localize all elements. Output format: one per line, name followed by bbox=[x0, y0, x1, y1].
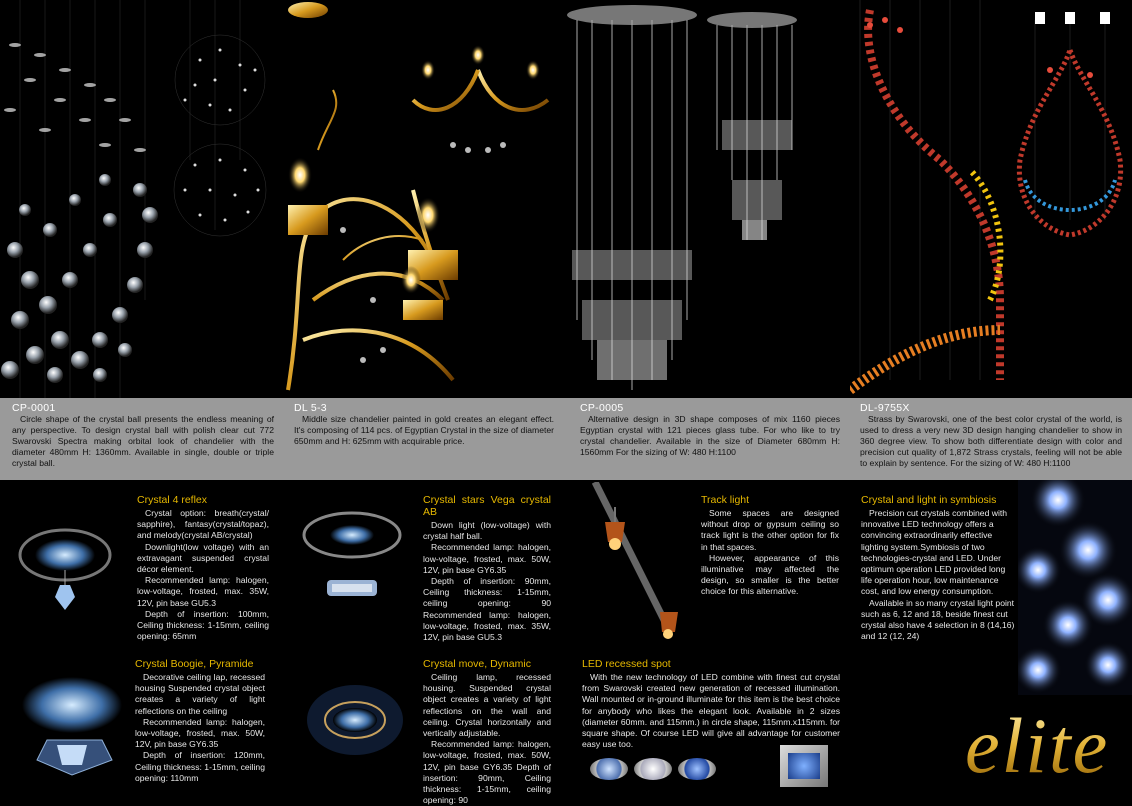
logo-text: elite bbox=[965, 702, 1110, 789]
caption-cp-0001 bbox=[12, 402, 274, 469]
caption-cp-0005 bbox=[580, 402, 840, 458]
photo-dl-5-3 bbox=[283, 0, 567, 398]
product-code: DL-9755X bbox=[860, 402, 910, 414]
product-text: Available in so many crystal light point such as 6, 12 and 18, beside finest cut crystal also have 4 selection in 8 (14,16) and 12 (12, 24) bbox=[861, 597, 1015, 642]
thumb-led-round bbox=[590, 758, 720, 782]
product-title: Crystal Boogie, Pyramide bbox=[135, 658, 254, 670]
photo-cp-0001 bbox=[0, 0, 283, 398]
product-crystal-4-reflex bbox=[137, 494, 269, 642]
product-text: Recommended lamp: halogen, low-voltage, frosted, max. 50W, 12V, pin base GY6.35 bbox=[423, 542, 551, 575]
product-symbiosis bbox=[861, 494, 1017, 642]
product-text: Down light (low-voltage) with crystal half ball. bbox=[423, 520, 551, 542]
led-round-spot-3 bbox=[678, 758, 716, 780]
product-text: Recommended lamp: halogen, low-voltage, frosted, max. 50W, 12V, pin base GY6.35 Depth of insertion: 90mm, Ceiling thickness: 1-15mm, ceiling opening: 90 bbox=[423, 739, 551, 806]
product-text: With the new technology of LED combine with finest cut crystal from Swarovski created new generation of recessed illumination. Wall mounted or in-ground illuminate for this item is the best choice for anybody who likes the elegant look. Available in 2 sizes (diameter 60mm. and 115mm.) in circle shape, 115mm.x115mm. for square shape. Of course LED will give all advantage for customer easy use too. bbox=[582, 672, 840, 750]
product-text: Ceiling lamp, recessed housing. Suspended crystal object creates a variety of light reflections on the wall and ceiling. Crystal horizontally and vertically adjustable. bbox=[423, 672, 551, 739]
photo-dl-9755x bbox=[850, 0, 1132, 398]
product-text: Crystal option: breath(crystal/ sapphire), fantasy(crystal/topaz), and melody(crystal AB/crystal) bbox=[137, 508, 269, 541]
product-crystal-stars-vega bbox=[423, 494, 551, 643]
thumb-crystal-move bbox=[300, 675, 410, 770]
elite-logo bbox=[960, 700, 1130, 790]
led-round-spot-2 bbox=[634, 758, 672, 780]
product-code: CP-0001 bbox=[12, 402, 56, 414]
product-title: Crystal and light in symbiosis bbox=[861, 494, 997, 506]
product-text: Decorative ceiling lap, recessed housing Suspended crystal object creates a variety of light reflections on the ceiling bbox=[135, 672, 265, 716]
caption-dl-9755x bbox=[860, 402, 1122, 469]
product-text: However, appearance of this illuminative may affected the design, so smaller is the better choice for this alternative. bbox=[701, 552, 839, 597]
thumb-crystal-boogie bbox=[12, 670, 130, 785]
product-text: Depth of insertion: 100mm, Ceiling thickness: 1-15mm, ceiling opening: 65mm bbox=[137, 608, 269, 642]
product-title: LED recessed spot bbox=[582, 658, 671, 670]
product-title: Crystal stars Vega crystal AB bbox=[423, 494, 551, 518]
product-led-recessed-spot bbox=[582, 658, 840, 750]
product-description: Middle size chandelier painted in gold creates an elegant effect. It's composing of 114 pcs. of Egyptian Crystal in the size of diameter 650mm and H: 625mm with acquirable price. bbox=[294, 414, 554, 446]
led-round-spot-1 bbox=[590, 758, 628, 780]
photo-cp-0005 bbox=[567, 0, 850, 398]
product-text: Downlight(low voltage) with an extravagant suspended crystal décor element. bbox=[137, 541, 269, 575]
product-text: Precision cut crystals combined with innovative LED technology offers a convincing extraordinarily effective lighting system.Symbiosis of two technologies-crystal and LED. Under optimum operation LED provided long life operation hour, low maintenance cost, and low energy consumption. bbox=[861, 508, 1008, 597]
thumb-crystal-4-reflex bbox=[15, 515, 125, 615]
thumb-led-square bbox=[780, 745, 828, 787]
product-title: Track light bbox=[701, 494, 750, 506]
thumb-symbiosis bbox=[1018, 480, 1132, 695]
product-text: Depth of insertion: 120mm, Ceiling thickness: 1-15mm, ceiling opening: 110mm bbox=[135, 750, 265, 783]
product-text: Depth of insertion: 90mm, Ceiling thickness: 1-15mm, ceiling opening: 90 Recommended lamp: halogen, low-voltage, frosted, max. 35W, 12V, pin base GU5.3 bbox=[423, 576, 551, 643]
thumb-crystal-stars-vega bbox=[292, 505, 407, 615]
caption-dl-5-3 bbox=[294, 402, 554, 447]
product-crystal-boogie bbox=[135, 658, 265, 784]
product-text: Recommended lamp: halogen, low-voltage, frosted, max. 50W, 12V, pin base GY6.35 bbox=[135, 716, 265, 750]
product-text: Some spaces are designed without drop or gypsum ceiling so track light is the other option for fix in that spaces. bbox=[701, 508, 839, 552]
product-description: Alternative design in 3D shape composes of mix 1160 pieces Egyptian crystal with 121 pieces glass tube. For who like to try crystal chandelier. Available in the size of Diameter 680mm H: 1560mm For the sizing of W: 480 H:1100 bbox=[580, 414, 840, 457]
product-text: Recommended lamp: halogen, low-voltage, frosted, max. 35W, 12V, pin base GU5.3 bbox=[137, 575, 269, 608]
product-code: DL 5-3 bbox=[294, 402, 327, 414]
product-description: Circle shape of the crystal ball presents the endless meaning of any perspective. To design crystal ball with polish clear cut 772 Swarovski Spectra making orbital look of chandelier with the diameter 480mm H: 1360mm. Available in single, double or triple crystal ball. bbox=[12, 414, 274, 468]
product-title: Crystal move, Dynamic bbox=[423, 658, 531, 670]
thumb-track-light bbox=[590, 482, 700, 652]
product-title: Crystal 4 reflex bbox=[137, 494, 208, 506]
product-description: Strass by Swarovski, one of the best color crystal of the world, is used to dress a very new 3D design hanging chandelier to show in 360 degree view. To show both differentiate design with color and precision cut quality of 1,872 Strass crystals, feeling will not be able to explain by sentence. For the sizing of W: 480 H:1100 bbox=[860, 414, 1122, 468]
product-code: CP-0005 bbox=[580, 402, 624, 414]
product-crystal-move bbox=[423, 658, 551, 806]
product-track-light bbox=[701, 494, 839, 598]
